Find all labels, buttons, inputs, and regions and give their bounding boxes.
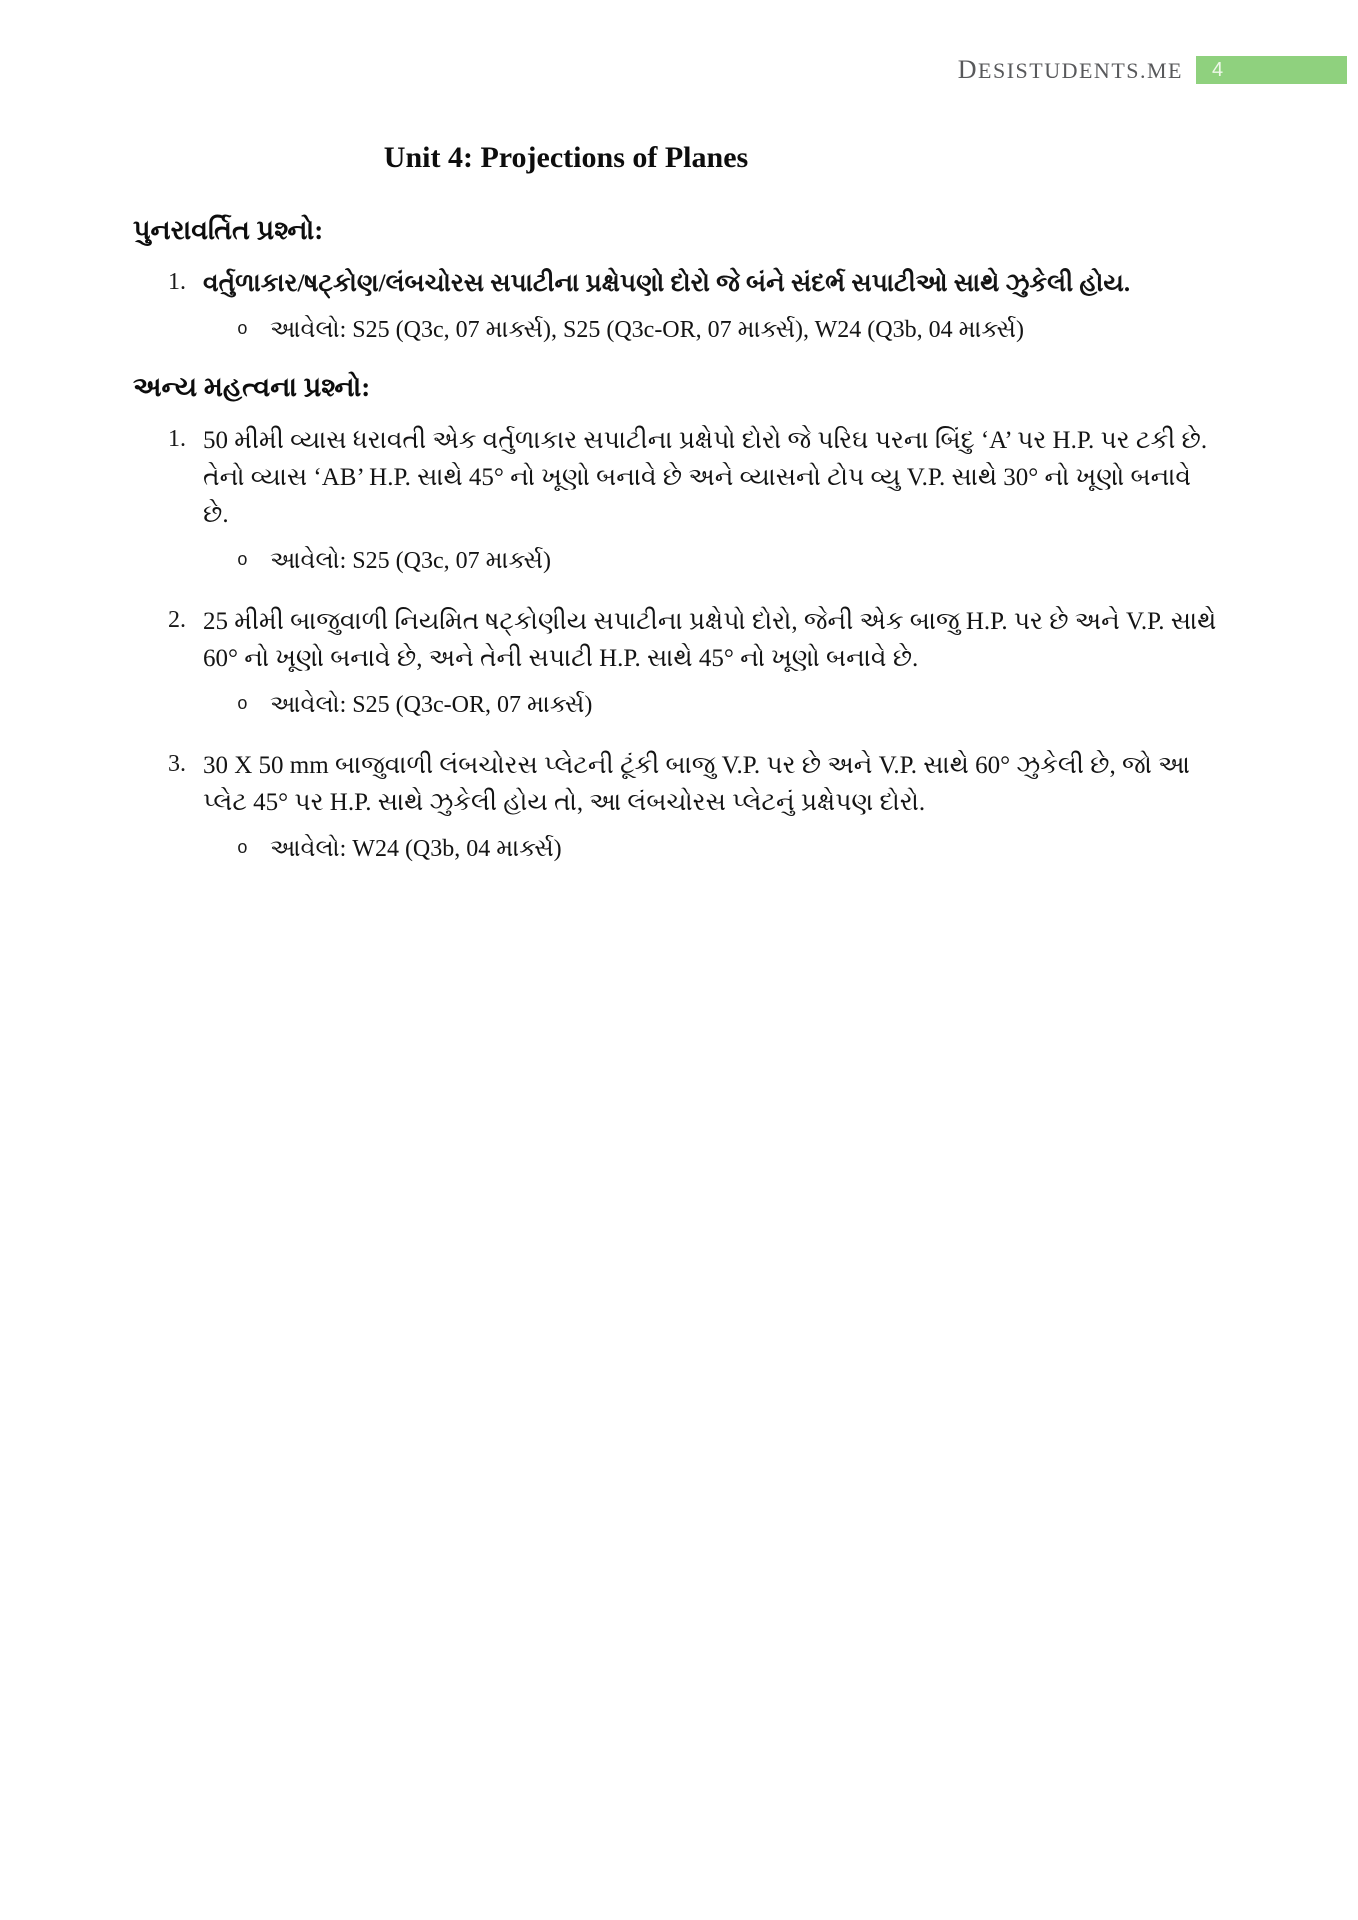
question-number: 2. [168,607,186,633]
question-item [168,603,1220,677]
question-text: 30 X 50 mm બાજુવાળી લંબચોરસ પ્લેટની ટૂંકી બાજુ V.P. પર છે અને V.P. સાથે 60° ઝુકેલી છે, જો આ પ્લેટ 45° પર H.P. સાથે ઝુકેલી હોય તો, આ લંબચોરસ પ્લેટનું પ્રક્ષેપણ દોરો. [203,752,1190,816]
source-bullet [237,687,1220,723]
page-header [0,55,1358,85]
question-number: 1. [168,269,186,295]
section-repeated-questions [133,215,1220,348]
source-text: આવેલો: S25 (Q3c, 07 માર્ક્સ) [270,548,551,574]
source-text: આવેલો: S25 (Q3c-OR, 07 માર્ક્સ) [270,692,593,718]
page-title: Unit 4: Projections of Planes [383,141,749,174]
bullet-o-icon: o [237,839,248,859]
section-heading: પુનરાવર્તિત પ્રશ્નો: [133,215,324,245]
source-bullet [237,543,1220,579]
bullet-o-icon: o [237,695,248,715]
section-other-important-questions [133,372,1220,867]
question-item [168,265,1220,302]
question-number: 3. [168,751,186,777]
document-content [0,215,1358,867]
question-text: 25 મીમી બાજુવાળી નિયમિત ષટ્કોણીય સપાટીના પ્રક્ષેપો દોરો, જેની એક બાજુ H.P. પર છે અને V.P. સાથે 60° નો ખૂણો બનાવે છે, અને તેની સપાટી H.P. સાથે 45° નો ખૂણો બનાવે છે. [203,608,1217,672]
site-name: DESISTUDENTS.ME [957,55,1183,84]
question-text: વર્તુળાકાર/ષટ્કોણ/લંબચોરસ સપાટીના પ્રક્ષેપણો દોરો જે બંને સંદર્ભ સપાટીઓ સાથે ઝુકેલી હોય. [203,270,1131,297]
bullet-o-icon: o [237,551,248,571]
question-item [168,422,1220,533]
question-item [168,747,1220,821]
title-block [133,141,999,175]
page-number-badge: 4 [1196,56,1347,84]
source-bullet [237,312,1220,348]
question-number: 1. [168,426,186,452]
question-text: 50 મીમી વ્યાસ ધરાવતી એક વર્તુળાકાર સપાટીના પ્રક્ષેપો દોરો જે પરિઘ પરના બિંદુ ‘A’ પર H.P. પર ટકી છે. તેનો વ્યાસ ‘AB’ H.P. સાથે 45° નો ખૂણો બનાવે છે અને વ્યાસનો ટોપ વ્યુ V.P. સાથે 30° નો ખૂણો બનાવે છે. [203,427,1208,528]
section-heading: અન્ય મહત્વના પ્રશ્નો: [133,372,371,402]
source-text: આવેલો: W24 (Q3b, 04 માર્ક્સ) [270,836,562,862]
bullet-o-icon: o [237,320,248,340]
source-text: આવેલો: S25 (Q3c, 07 માર્ક્સ), S25 (Q3c-OR, 07 માર્ક્સ), W24 (Q3b, 04 માર્ક્સ) [270,317,1024,343]
source-bullet [237,831,1220,867]
